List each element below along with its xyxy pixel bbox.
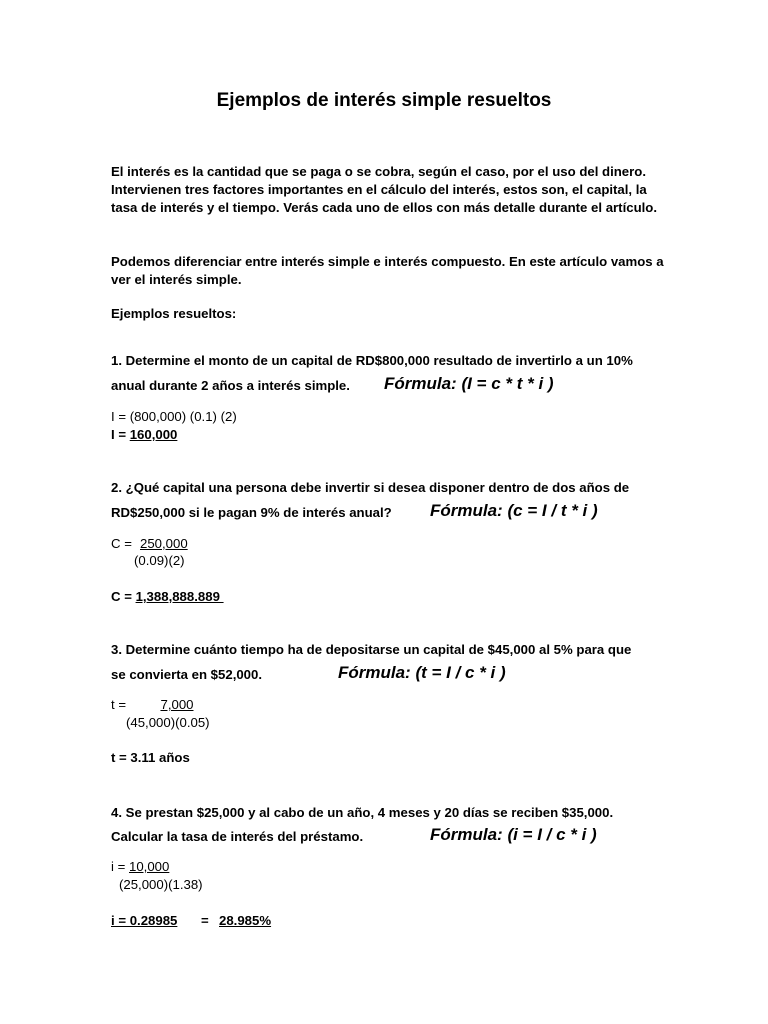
- example-4-denominator: (25,000)(1.38): [119, 877, 203, 892]
- example-4-line-2: Calcular la tasa de interés del préstamo.: [111, 829, 364, 844]
- example-4-lhs: i =: [111, 859, 126, 874]
- example-3-numerator: 7,000: [160, 697, 194, 712]
- example-1-line-2: anual durante 2 años a interés simple.: [111, 378, 350, 393]
- example-1-result-value: 160,000: [129, 427, 178, 442]
- intro-paragraph-2: Podemos diferenciar entre interés simple e interés compuesto. En este artículo vamos a ver el interés simple.: [111, 254, 664, 287]
- example-2-numerator: 250,000: [140, 536, 188, 551]
- example-3-denominator: (45,000)(0.05): [126, 715, 210, 730]
- example-4-line-1: 4. Se prestan $25,000 y al cabo de un año, 4 meses y 20 días se reciben $35,000.: [111, 805, 614, 820]
- example-1-step: I = (800,000) (0.1) (2): [111, 409, 237, 424]
- page-title: Ejemplos de interés simple resueltos: [216, 90, 552, 111]
- example-2-line-2: RD$250,000 si le pagan 9% de interés anual?: [111, 505, 392, 520]
- example-3-formula: Fórmula: (t = I / c * i ): [338, 663, 506, 682]
- example-2-result: [111, 589, 224, 604]
- example-2-lhs: C =: [111, 536, 132, 551]
- example-3-result: t = 3.11 años: [111, 750, 190, 765]
- example-2-denominator: (0.09)(2): [134, 553, 185, 568]
- example-4-result-equals: =: [201, 913, 209, 928]
- example-1-formula: Fórmula: (I = c * t * i ): [384, 374, 554, 393]
- intro-paragraph-1: El interés es la cantidad que se paga o se cobra, según el caso, por el uso del dinero. Intervienen tres factores importantes en el cálculo del interés, estos son, el capital, la tasa de interés y el tiempo. Verás cada uno de ellos con más detalle durante el artículo.: [111, 164, 658, 215]
- example-3-line-1: 3. Determine cuánto tiempo ha de depositarse un capital de $45,000 al 5% para que: [111, 642, 632, 657]
- example-3-line-2: se convierta en $52,000.: [111, 667, 263, 682]
- example-2-result-value: 1,388,888.889: [135, 589, 224, 604]
- example-2-result-label: C =: [111, 589, 136, 604]
- examples-heading: Ejemplos resueltos:: [111, 306, 237, 321]
- example-2-line-1: 2. ¿Qué capital una persona debe invertir si desea disponer dentro de dos años de: [111, 480, 630, 495]
- example-4-result-percent: 28.985%: [219, 913, 272, 928]
- example-4-formula: Fórmula: (i = I / c * i ): [430, 825, 597, 844]
- example-1-line-1: 1. Determine el monto de un capital de RD$800,000 resultado de invertirlo a un 10%: [111, 353, 633, 368]
- example-4-result-decimal: i = 0.28985: [111, 913, 178, 928]
- example-1-result-label: I =: [111, 427, 130, 442]
- example-2-formula: Fórmula: (c = I / t * i ): [430, 501, 598, 520]
- example-4-numerator: 10,000: [129, 859, 170, 874]
- example-3-lhs: t =: [111, 697, 127, 712]
- example-1-result: [111, 427, 177, 442]
